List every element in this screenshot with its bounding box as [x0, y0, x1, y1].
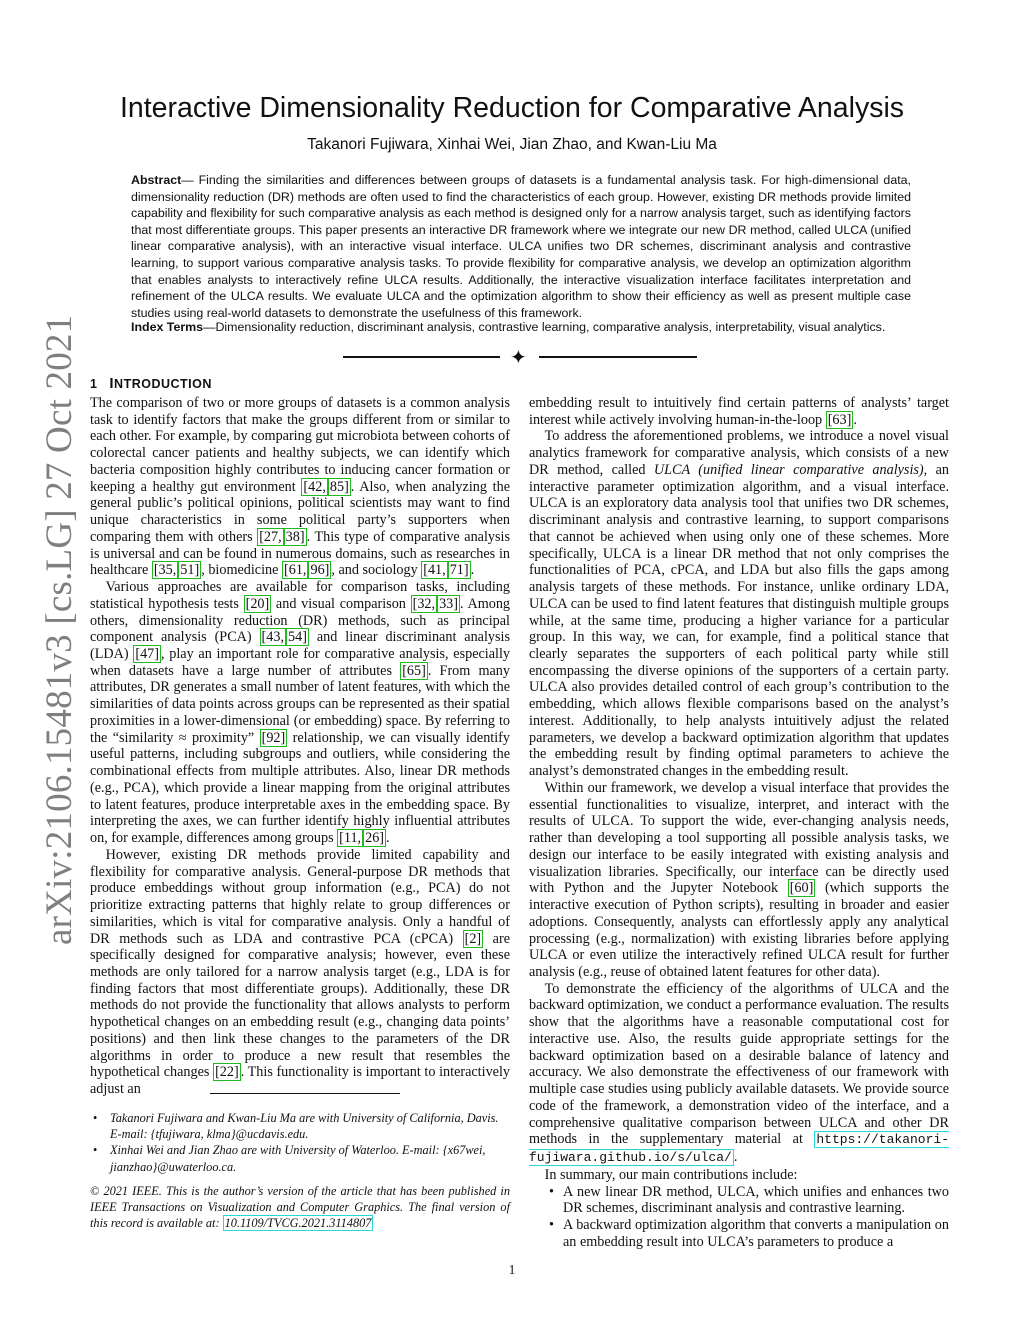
citation-link[interactable]: [41, — [423, 562, 446, 579]
index-terms-text: —Dimensionality reduction, discriminant analysis, contrastive learning, comparative analysis, interpretability, visual analytics. — [203, 320, 886, 334]
footnote-item: • Takanori Fujiwara and Kwan-Liu Ma are with University of California, Davis. E-mail: {tfujiwara, klma}@ucdavis.edu. — [93, 1111, 499, 1142]
divider-line-left — [343, 356, 500, 358]
page-number: 1 — [508, 1263, 516, 1278]
section-number: 1 — [90, 377, 98, 391]
bullet-icon: • — [549, 1183, 554, 1200]
author-footnotes — [90, 1110, 510, 1175]
bullet-icon: • — [93, 1143, 98, 1158]
paragraph: To address the aforementioned problems, we introduce a novel visual analytics framework for comparative analysis, which consists of a new DR method, called ULCA (unified linear comparative analysis), an interactive parameter optimization algorithm, and a visual interface. ULCA is an exploratory data analysis tool that unifies two DR schemes, discriminant analysis and contrastive learning, to support comparisons that cannot be achieved when using only one of these schemes. More specifically, ULCA is a linear DR method that not only comprises the functionalities of PCA, cPCA, and LDA but also fills the gaps among analysis targets of these methods. For instance, unlike ordinary LDA, ULCA can be used to find latent features that distinguish multiple groups while, at the same time, producing a higher variance for a particular group. In this way, we can, for example, find a political stance that clearly separates the supporters of each political party while still encompassing the diverse opinions of the supporters of a certain party. ULCA also provides detailed control of each group’s contribution to the embedding, which allows flexible comparisons based on the analyst’s interest. Additionally, to help analysts intuitively adjust the related parameters, we develop a backward optimization algorithm that updates the embedding result by finding optimal parameters to achieve the analyst’s demonstrated changes in the embedding result. — [529, 428, 949, 780]
bullet-icon: • — [93, 1111, 98, 1125]
abstract — [131, 172, 911, 321]
citation-link[interactable]: [42, — [303, 478, 326, 495]
supplementary-url-link[interactable]: https://takanori-fujiwara.github.io/s/ulca/ — [529, 1132, 949, 1166]
footnote-item: • Xinhai Wei and Jian Zhao are with University of Waterloo. E-mail: {x67wei, jianzhao}@uwaterloo.ca. — [93, 1143, 486, 1174]
citation-link[interactable]: 54] — [288, 629, 307, 646]
citation-link[interactable]: [61, — [284, 562, 307, 579]
citation-link[interactable]: [32, — [412, 595, 436, 612]
abstract-label: Abstract — [131, 173, 182, 187]
paragraph: Within our framework, we develop a visual interface that provides the essential functionalities to visualize, interpret, and interact with the results of ULCA. To support the wide, ever-changing analysis needs, rather than developing a tool supporting all possible analysis tasks, we design our interface to be easily integrated with existing analysis and visualization libraries. Specifically, our interface can be directly used with Python and the Jupyter Notebook [60] (which supports the interactive execution of Python scripts), resulting in broader and easier adoptions. Consequently, analysts can effortlessly apply any analytical processing (e.g., normalization) with existing libraries before applying ULCA or even utilize the interactively refined ULCA result for further analysis (e.g., reuse of obtained latent features for other data). — [529, 779, 949, 980]
citation-link[interactable]: [20] — [245, 595, 270, 612]
citation-link[interactable]: [11, — [339, 830, 362, 847]
paper-title: Interactive Dimensionality Reduction for Comparative Analysis — [119, 92, 905, 124]
citation-link[interactable]: 71] — [449, 562, 469, 579]
index-terms-label: Index Terms — [131, 320, 204, 334]
paragraph: Various approaches are available for comparison tasks, including statistical hypothesis tests [20] and visual comparison [32, 33] . Among others, dimensionality reduction (DR) methods, such as principal component analysis (PCA) [43, 54] and linear discriminant analysis (LDA) [47] , play an important role for comparative analysis, especially when datasets have a large number of attributes [65] . From many attributes, DR generates a small number of latent features, with which the similarities of data points across groups can be represented as their spatial proximities in a lower-dimensional (or embedding) space. By referring to the “similarity ≈ proximity” [92] relationship, we can visually identify useful patterns, including subgroups and outliers, while considering the combinational effects from multiple attributes. Also, linear DR methods (e.g., PCA), which provide a linear mapping from the original attributes to latent features, produce interpretable axes in the embedding space. By interpreting the axes, we can further identify highly influential attributes on, for example, differences among groups [11, 26] . — [90, 579, 511, 847]
paper-authors: Takanori Fujiwara, Xinhai Wei, Jian Zhao, and Kwan-Liu Ma — [307, 136, 717, 153]
paragraph: To demonstrate the efficiency of the algorithms of ULCA and the backward optimization, we conduct a performance evaluation. The results show that the algorithms have a reasonable computational cost for interactive use. Also, the results guide appropriate settings for the backward optimization based on a desirable balance of latency and accuracy. We also demonstrate the effectiveness of our framework with multiple case studies using publicly available datasets. We provide source code of the framework, a demonstration video of the interface, and a comprehensive qualitative comparison between ULCA and other DR methods in the supplementary material at https://takanori-fujiwara.github.io/s/ulca/ . — [529, 980, 949, 1166]
citation-link[interactable]: 85] — [329, 478, 349, 495]
divider-line-right — [539, 356, 697, 358]
divider-diamond-icon: ✦ — [510, 345, 527, 369]
citation-link[interactable]: [27, — [259, 528, 282, 545]
citation-link[interactable]: [35, — [153, 562, 177, 579]
bullet-icon: • — [549, 1216, 554, 1233]
left-column — [90, 395, 510, 1098]
right-column — [529, 395, 949, 1250]
citation-link[interactable]: [22] — [215, 1064, 239, 1081]
copyright-notice: © 2021 IEEE. This is the author’s version of the article that has been published in IEEE Transactions on Visualization and Computer Graphics. The final version of this record is available at: 10.1109/TVCG.2021.3114807 — [90, 1184, 510, 1231]
citation-link[interactable]: 33] — [439, 595, 458, 612]
list-item: • A new linear DR method, ULCA, which unifies and enhances two DR schemes, discriminant analysis and contrastive learning. — [549, 1183, 949, 1217]
citation-link[interactable]: [92] — [261, 729, 286, 746]
index-terms — [131, 319, 911, 336]
citation-link[interactable]: 96] — [310, 562, 330, 579]
citation-link[interactable]: 26] — [365, 830, 385, 847]
abstract-text: — Finding the similarities and differences between groups of datasets is a fundamental analysis task. For high-dimensional data, dimensionality reduction (DR) methods are often used to find the characteristics of each group. However, existing DR methods provide limited capability and flexibility for such comparative analysis as each method is designed only for a narrow analysis target, such as identifying factors that most differentiate groups. This paper presents an interactive DR framework where we integrate our new DR method, called ULCA (unified linear comparative analysis), with an interactive visual interface. ULCA unifies two DR schemes, discriminant analysis and contrastive learning, to support various comparative analysis tasks. To provide flexibility for comparative analysis, we develop an optimization algorithm that enables analysts to interactively refine ULCA results. Additionally, the interactive visualization interface facilitates interpretation and refinement of the ULCA results. We evaluate ULCA and the optimization algorithm to show their efficiency as well as present multiple case studies using real-world datasets to demonstrate the usefulness of this framework. — [131, 173, 911, 320]
list-item: • A backward optimization algorithm that converts a manipulation on an embedding result into ULCA’s parameters to produce a — [549, 1216, 949, 1250]
footnote-rule — [210, 1093, 400, 1094]
paragraph: In summary, our main contributions include: — [544, 1166, 798, 1183]
doi-link[interactable]: 10.1109/TVCG.2021.3114807 — [224, 1216, 372, 1231]
section-heading — [90, 375, 212, 392]
citation-link[interactable]: [60] — [789, 880, 814, 897]
citation-link[interactable]: [43, — [261, 629, 285, 646]
section-title-initial: I — [109, 375, 115, 392]
citation-link[interactable]: [63] — [827, 411, 852, 428]
contributions-list — [529, 1184, 949, 1251]
paragraph: The comparison of two or more groups of datasets is a common analysis task to identify factors that make the groups different from or similar to each other. For example, by comparing gut microbiota between cohorts of colorectal cancer patients and healthy subjects, we can identify which bacteria composition highly contributes to inducing cancer formation or keeping a healthy gut environment [42, 85] . Also, when analyzing the general public’s political opinions, political scientists may want to find unique characteristics in some political party’s supporters when comparing them with others [27, 38] . This type of comparative analysis is universal and can be found in numerous domains, such as researches in healthcare [35, 51] , biomedicine [61, 96] , and sociology [41, 71] . — [90, 395, 510, 579]
section-title-rest: NTRODUCTION — [114, 377, 212, 391]
paragraph: embedding result to intuitively find certain patterns of analysts’ target interest while actively involving human-in-the-loop [63] . — [529, 395, 949, 428]
citation-link[interactable]: [2] — [464, 930, 482, 947]
citation-link[interactable]: [65] — [402, 662, 426, 679]
citation-link[interactable]: 51] — [180, 562, 200, 579]
citation-link[interactable]: 38] — [285, 528, 305, 545]
paragraph: However, existing DR methods provide limited capability and flexibility for comparative analysis. General-purpose DR methods that produce embeddings without group information (e.g., PCA) do not prioritize extracting patterns that highly relate to group differences or similarities, which is vital for comparative analysis. Only a handful of DR methods such as LDA and contrastive PCA (cPCA) [2] are specifically designed for comparative analysis; however, even these methods are only tailored for a narrow analysis target (e.g., LDA is for finding factors that most differentiate groups). Additionally, these DR methods do not provide the functionality that allows analysts to perform hypothetical changes on an embedding result (e.g., changing data points’ positions) and then link these changes to the parameters of the DR algorithms in order to produce a new result that resembles the hypothetical changes [22] . This functionality is important to interactively adjust an — [90, 846, 511, 1098]
citation-link[interactable]: [47] — [135, 646, 159, 663]
arxiv-identifier: arXiv:2106.15481v3 [cs.LG] 27 Oct 2021 — [39, 314, 80, 945]
